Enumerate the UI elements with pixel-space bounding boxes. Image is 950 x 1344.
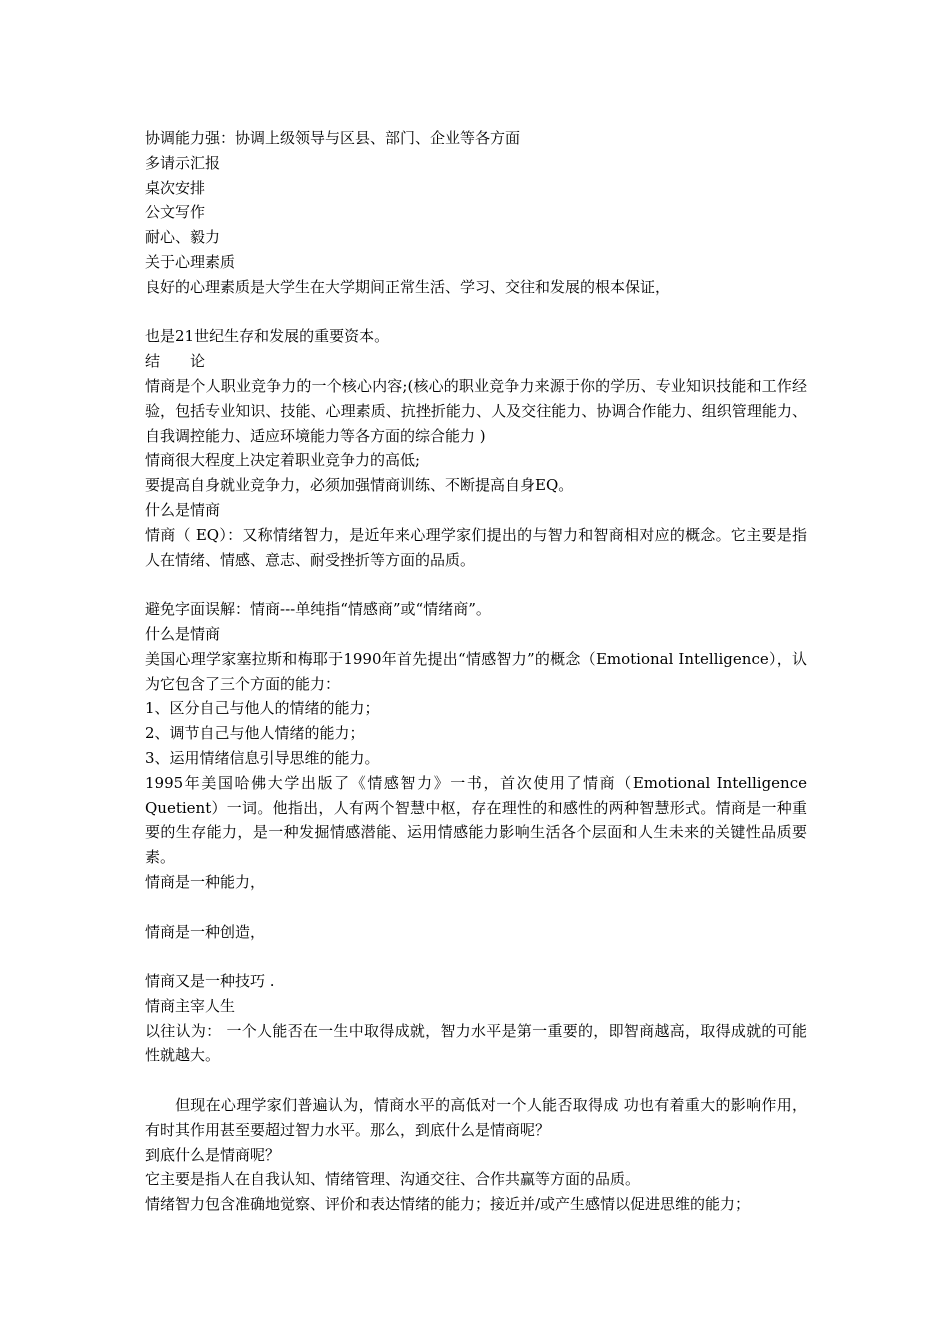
- text-line: 耐心、毅力: [145, 228, 221, 247]
- text-line: 多请示汇报: [145, 153, 221, 172]
- list-item: 2、调节自己与他人情绪的能力；: [145, 724, 365, 743]
- paragraph: 情商是个人职业竞争力的一个核心内容;(核心的职业竞争力来源于你的学历、专业知识技能和工作经验，包括专业知识、技能、心理素质、抗挫折能力、人及交往能力、协调合作能力、组织管理能力、自我调控能力、适应环境能力等各方面的综合能力 ): [145, 376, 807, 445]
- paragraph: 美国心理学家塞拉斯和梅耶于1990年首先提出“情感智力”的概念（Emotional Intelligence），认为它包含了三个方面的能力：: [145, 649, 807, 693]
- paragraph: 1995年美国哈佛大学出版了《情感智力》一书，首次使用了情商（Emotional Intelligence Quetient）一词。他指出，人有两个智慧中枢，存在理性的和感性的两种智慧形式。情商是一种重要的生存能力，是一种发掘情感潜能、运用情感能力影响生活各个层面和人生未来的关键性品质要素。: [145, 773, 807, 867]
- blank-line: [145, 1068, 807, 1093]
- section-heading: 情商主宰人生: [145, 996, 236, 1015]
- text-line: 情商很大程度上决定着职业竞争力的高低;: [145, 451, 421, 470]
- paragraph: 但现在心理学家们普遍认为，情商水平的高低对一个人能否取得成 功也有着重大的影响作用，有时其作用甚至要超过智力水平。那么，到底什么是情商呢？: [145, 1096, 807, 1139]
- text-line: 要提高自身就业竞争力，必须加强情商训练、不断提高自身EQ。: [145, 476, 574, 495]
- text-line: 公文写作: [145, 203, 206, 222]
- text-line: 也是21世纪生存和发展的重要资本。: [145, 327, 390, 346]
- paragraph: 以往认为： 一个人能否在一生中取得成就，智力水平是第一重要的，即智商越高，取得成就的可能性就越大。: [145, 1021, 807, 1065]
- blank-line: [145, 944, 807, 969]
- text-line: 情商是一种创造，: [145, 922, 266, 941]
- blank-line: [145, 300, 807, 325]
- text-line: 它主要是指人在自我认知、情绪管理、沟通交往、合作共赢等方面的品质。: [145, 1170, 641, 1189]
- list-item: 3、运用情绪信息引导思维的能力。: [145, 748, 380, 767]
- text-line: 情商又是一种技巧 .: [145, 972, 275, 991]
- text-line: 良好的心理素质是大学生在大学期间正常生活、学习、交往和发展的根本保证，: [145, 277, 671, 296]
- list-item: 1、区分自己与他人的情绪的能力；: [145, 699, 380, 718]
- section-heading: 什么是情商: [145, 624, 221, 643]
- blank-line: [145, 895, 807, 920]
- text-line: 到底什么是情商呢？: [145, 1145, 281, 1164]
- text-line: 情绪智力包含准确地觉察、评价和表达情绪的能力；接近并/或产生感情以促进思维的能力；: [145, 1195, 751, 1214]
- section-heading: 结 论: [145, 352, 206, 371]
- paragraph: 情商（ EQ）：又称情绪智力，是近年来心理学家们提出的与智力和智商相对应的概念。它主要是指人在情绪、情感、意志、耐受挫折等方面的品质。: [145, 525, 807, 569]
- blank-line: [145, 572, 807, 597]
- document-body: [145, 126, 807, 1217]
- section-heading: 什么是情商: [145, 500, 221, 519]
- text-line: 避免字面误解：情商---单纯指“情感商”或“情绪商”。: [145, 600, 491, 619]
- section-heading: 关于心理素质: [145, 252, 236, 271]
- text-line: 桌次安排: [145, 178, 206, 197]
- text-line: 协调能力强：协调上级领导与区县、部门、企业等各方面: [145, 129, 521, 147]
- text-line: 情商是一种能力，: [145, 872, 266, 891]
